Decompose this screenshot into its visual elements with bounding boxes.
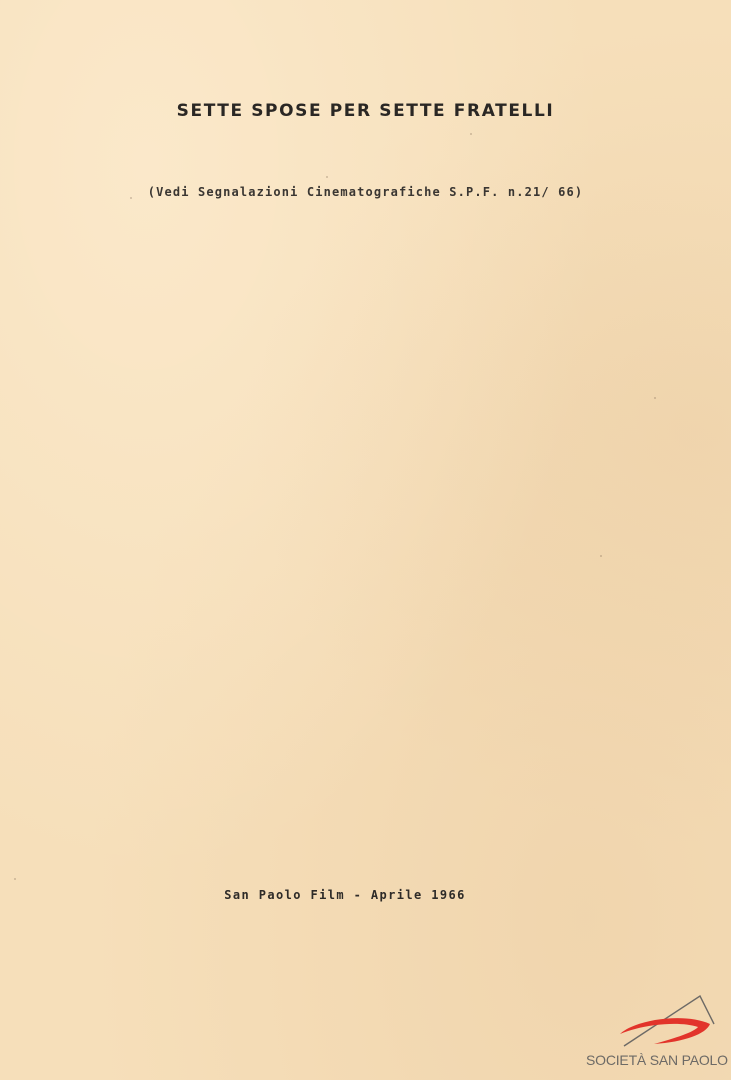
document-title: SETTE SPOSE PER SETTE FRATELLI: [176, 101, 555, 121]
paper-speck: [130, 197, 132, 199]
paper-speck: [326, 176, 328, 178]
reference-note: (Vedi Segnalazioni Cinematografiche S.P.F. n.21/ 66): [147, 185, 584, 199]
paper-speck: [600, 555, 602, 557]
san-paolo-emblem-icon: [614, 990, 718, 1050]
logo-text: SOCIETÀ SAN PAOLO: [586, 1052, 728, 1068]
publisher-date-line: San Paolo Film - Aprile 1966: [224, 888, 466, 902]
paper-speck: [654, 397, 656, 399]
paper-speck: [470, 133, 472, 135]
paper-speck: [14, 878, 16, 880]
societa-san-paolo-logo: [586, 990, 726, 1072]
